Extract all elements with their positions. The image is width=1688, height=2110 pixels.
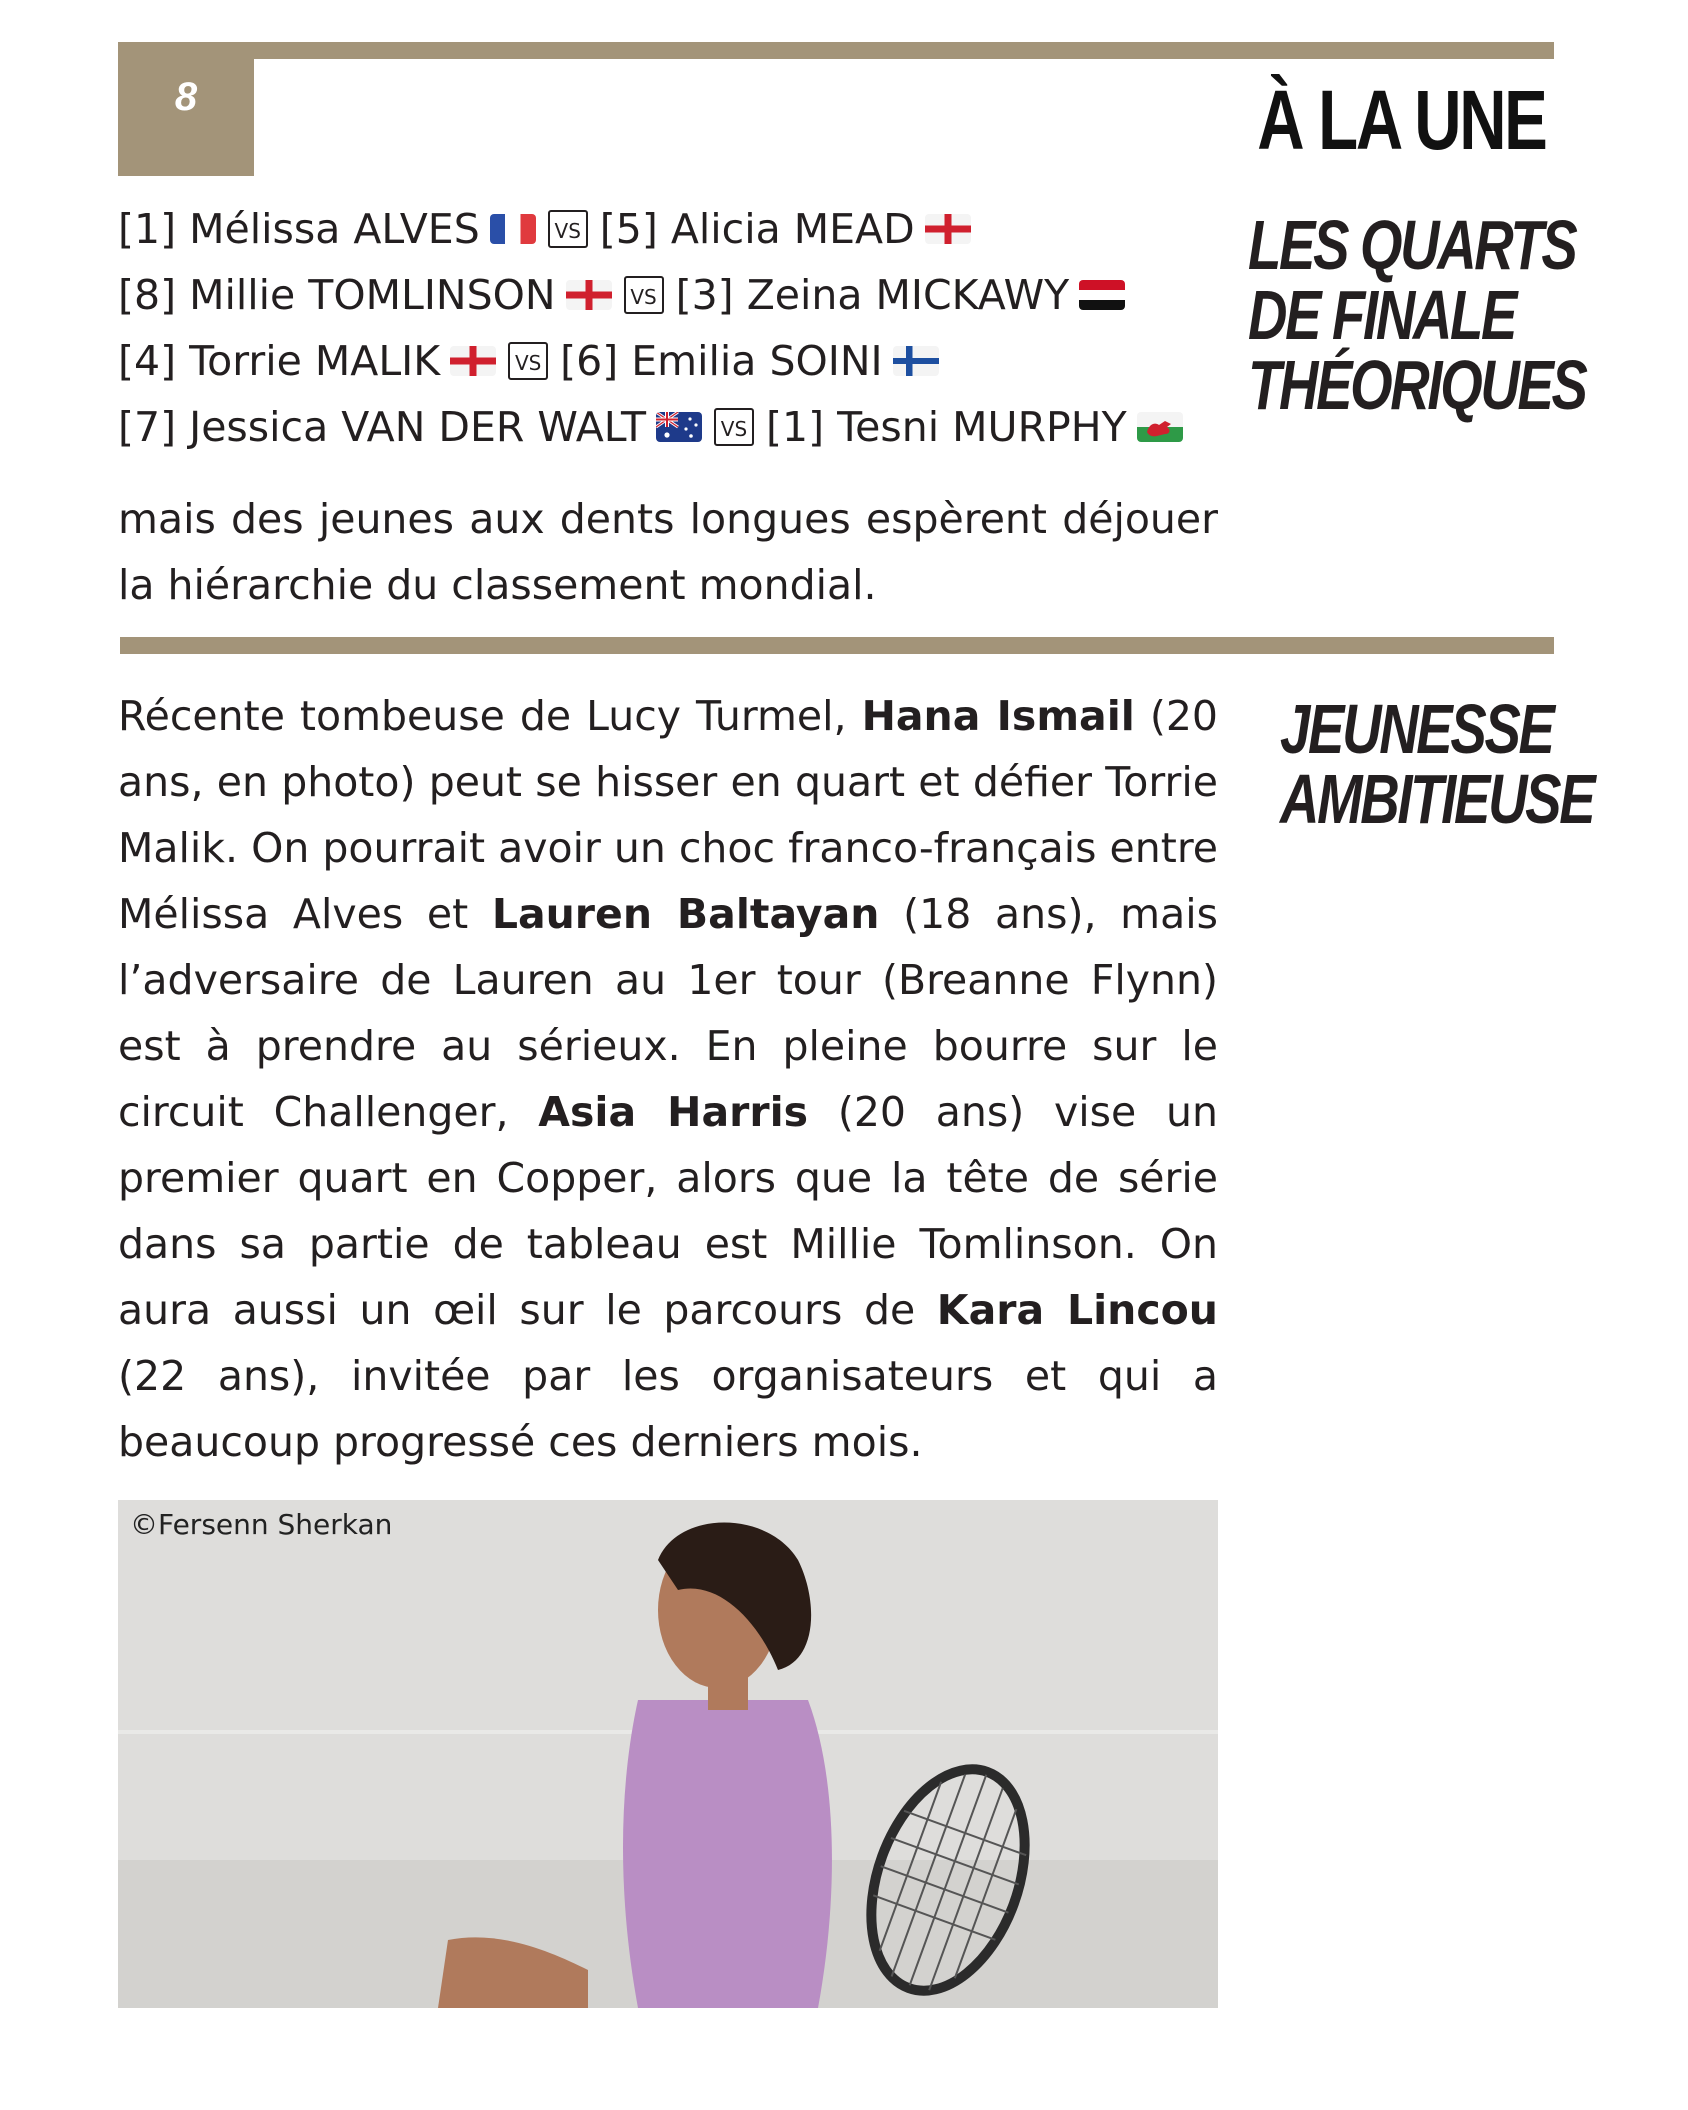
youth-heading-line: AMBITIEUSE [1280, 760, 1594, 838]
match-row [118, 394, 1218, 460]
article-text: (22 ans), invitée par les organisateurs et qui a beaucoup progressé ces derniers mois. [118, 1352, 1218, 1466]
quarters-closing-text: mais des jeunes aux dents longues espèrent déjouer la hiérarchie du classement mondial. [118, 495, 1218, 609]
england-flag-icon [566, 280, 612, 310]
match-row [118, 196, 1218, 262]
england-flag-icon [925, 214, 971, 244]
header-rule [118, 42, 1554, 59]
article-text: Récente tombeuse de Lucy Turmel, [118, 692, 862, 740]
player-left: [4] Torrie MALIK [118, 337, 441, 385]
france-flag-icon [490, 214, 536, 244]
article-text: (20 ans) vise un premier quart en Copper, alors que la tête de série dans sa partie de tableau est Millie Tomlinson. On aura aussi un œil sur le parcours de [118, 1088, 1218, 1334]
photo-credit: ©Fersenn Sherkan [130, 1508, 393, 1541]
player-right: [1] Tesni MURPHY [766, 403, 1127, 451]
wales-flag-icon [1137, 412, 1183, 442]
match-row [118, 262, 1218, 328]
quarters-heading-line: THÉORIQUES [1248, 346, 1586, 424]
versus-icon: VS [624, 276, 664, 314]
player-left: [1] Mélissa ALVES [118, 205, 480, 253]
article-text: (20 ans, en photo) peut se hisser en quart et défier Torrie Malik. On pourrait avoir un choc franco-français entre Mélissa Alves et [118, 692, 1219, 938]
versus-icon: VS [548, 210, 588, 248]
england-flag-icon [450, 346, 496, 376]
page-number-box [118, 42, 254, 176]
section-title: À LA UNE [1257, 73, 1546, 167]
quarters-heading-line: LES QUARTS [1248, 206, 1576, 284]
versus-icon: VS [714, 408, 754, 446]
player-name: Asia Harris [538, 1088, 809, 1136]
player-name: Hana Ismail [861, 692, 1135, 740]
page-number: 8 [174, 74, 198, 119]
match-row [118, 328, 1218, 394]
quarters-heading-line: DE FINALE [1248, 276, 1516, 354]
youth-heading-line: JEUNESSE [1280, 690, 1553, 768]
player-right: [3] Zeina MICKAWY [675, 271, 1070, 319]
youth-article-text [118, 683, 1218, 1475]
player-photo [118, 1500, 1218, 2008]
match-list [118, 196, 1218, 460]
australia-flag-icon [656, 412, 702, 442]
player-left: [7] Jessica VAN DER WALT [118, 403, 646, 451]
player-right: [5] Alicia MEAD [599, 205, 915, 253]
section-divider [120, 637, 1554, 654]
player-name: Kara Lincou [936, 1286, 1218, 1334]
egypt-flag-icon [1079, 280, 1125, 310]
player-right: [6] Emilia SOINI [560, 337, 883, 385]
player-name: Lauren Baltayan [491, 890, 880, 938]
youth-heading [1280, 690, 1594, 838]
quarters-heading [1248, 206, 1586, 424]
versus-icon: VS [508, 342, 548, 380]
player-left: [8] Millie TOMLINSON [118, 271, 556, 319]
finland-flag-icon [893, 346, 939, 376]
article-text: (18 ans), mais l’adversaire de Lauren au 1er tour (Breanne Flynn) est à prendre au sérieux. En pleine bourre sur le circuit Challenger, [118, 890, 1218, 1136]
